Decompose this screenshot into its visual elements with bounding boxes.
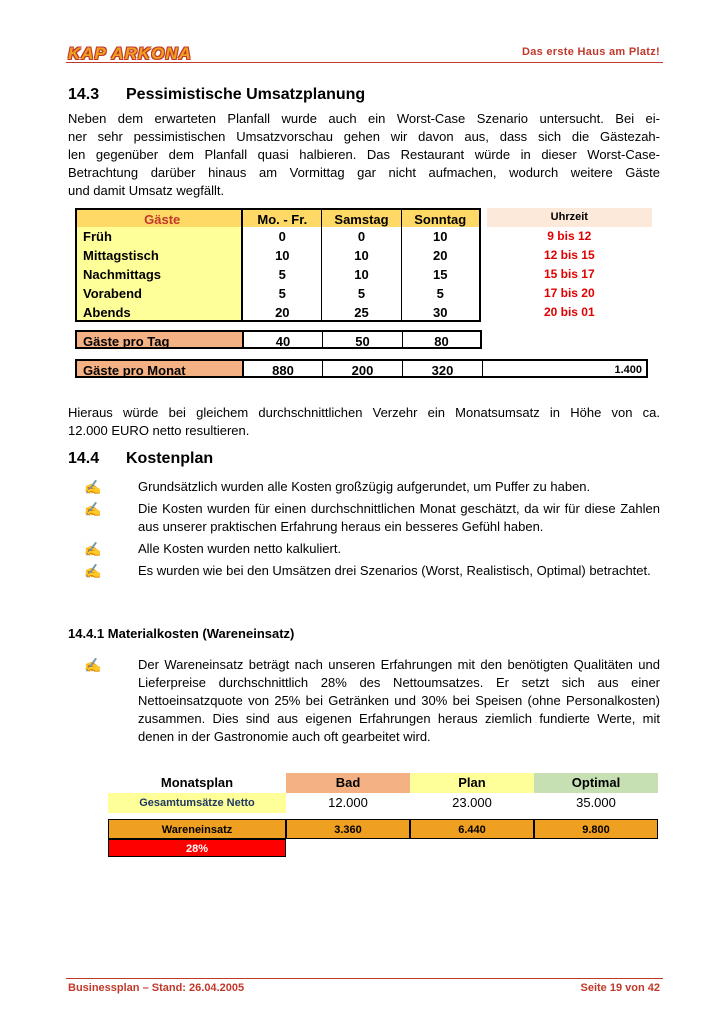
guests-sonntag: 20 xyxy=(401,246,481,265)
guests-samstag: 10 xyxy=(321,265,401,284)
guests-mofr: 5 xyxy=(241,265,321,284)
per-month-so: 320 xyxy=(402,359,482,378)
table-row xyxy=(75,227,652,246)
header-sonntag: Sonntag xyxy=(401,208,481,227)
per-month-label: Gäste pro Monat xyxy=(75,359,242,378)
pen-bullet-icon: ✍ xyxy=(84,563,102,579)
section-number: 14.4 xyxy=(68,450,100,467)
cost-label: Wareneinsatz xyxy=(108,819,286,839)
guest-slot-label: Nachmittags xyxy=(75,265,241,284)
header-samstag: Samstag xyxy=(321,208,401,227)
per-month-sa: 200 xyxy=(322,359,402,378)
guest-slot-label: Abends xyxy=(75,303,241,322)
per-day-so: 80 xyxy=(402,330,482,349)
header-divider xyxy=(66,62,663,63)
cost-optimal: 9.800 xyxy=(534,819,658,839)
per-day-row xyxy=(75,330,652,349)
footer-page-number: Seite 19 von 42 xyxy=(580,982,660,994)
list-item: ✍ Grundsätzlich wurden alle Kosten großzügig aufgerundet, um Puffer zu haben. xyxy=(84,479,591,495)
table-row xyxy=(75,284,652,303)
cost-rate: 28% xyxy=(108,839,286,857)
paragraph-line: len gegenüber dem Planfall quasi halbieren. Das Restaurant würde in dieser Worst-Case- xyxy=(68,147,660,162)
cost-bad: 3.360 xyxy=(286,819,410,839)
paragraph-line: Neben dem erwarteten Planfall wurde auch ein Worst-Case Szenario untersucht. Bei ei- xyxy=(68,111,660,126)
per-day-sa: 50 xyxy=(322,330,402,349)
header-guests: Gäste xyxy=(75,208,241,227)
list-item: ✍ Es wurden wie bei den Umsätzen drei Szenarios (Worst, Realistisch, Optimal) betrachtet. xyxy=(84,563,651,579)
guests-samstag: 5 xyxy=(321,284,401,303)
section-heading-14-3 xyxy=(68,86,365,104)
guests-mofr: 5 xyxy=(241,284,321,303)
revenue-label: Gesamtumsätze Netto xyxy=(108,793,286,813)
section-title: Kostenplan xyxy=(126,450,214,467)
pen-bullet-icon: ✍ xyxy=(84,479,102,495)
guests-samstag: 0 xyxy=(321,227,401,246)
guest-slot-label: Mittagstisch xyxy=(75,246,241,265)
per-day-label: Gäste pro Tag xyxy=(75,330,242,349)
guests-samstag: 10 xyxy=(321,246,401,265)
paragraph-line: und damit Umsatz wegfällt. xyxy=(68,183,225,198)
guests-mofr: 20 xyxy=(241,303,321,322)
guest-slot-label: Früh xyxy=(75,227,241,246)
header-uhrzeit: Uhrzeit xyxy=(487,208,652,227)
footer-divider xyxy=(66,978,663,979)
per-month-row xyxy=(75,359,652,378)
per-month-mofr: 880 xyxy=(242,359,322,378)
header-plan: Plan xyxy=(410,773,534,793)
company-logo: KAP ARKONA xyxy=(68,44,192,63)
header-monatsplan: Monatsplan xyxy=(160,775,234,790)
list-item: ✍ Die Kosten wurden für einen durchschnittlichen Monat geschätzt, da wir für diese Zahlen aus unserer praktischen Erfahrung heraus ein besseres Gefühl haben. xyxy=(84,501,660,534)
paragraph-line: ner sehr pessimistischen Umsatzvorschau gehen wir davon aus, dass sich die Gästezah- xyxy=(68,129,660,144)
table-row xyxy=(75,265,652,284)
guest-rows xyxy=(75,227,652,322)
section-number: 14.3 xyxy=(68,86,100,103)
paragraph-line: 12.000 EURO netto resultieren. xyxy=(68,423,250,438)
guests-mofr: 10 xyxy=(241,246,321,265)
cost-row xyxy=(108,819,658,839)
table-row xyxy=(75,303,652,322)
material-cost-list xyxy=(68,656,660,750)
footer-doc-info: Businessplan – Stand: 26.04.2005 xyxy=(68,982,245,994)
revenue-row xyxy=(108,793,658,813)
after-table-paragraph xyxy=(68,404,660,440)
time-slot: 15 bis 17 xyxy=(543,267,595,281)
cost-plan-list xyxy=(68,478,660,584)
time-slot: 9 bis 12 xyxy=(547,229,592,243)
material-cost-table xyxy=(108,773,658,857)
rate-row xyxy=(108,839,658,857)
table-header-row xyxy=(108,773,658,793)
guests-sonntag: 15 xyxy=(401,265,481,284)
guests-sonntag: 30 xyxy=(401,303,481,322)
header-tagline: Das erste Haus am Platz! xyxy=(521,46,660,58)
revenue-optimal: 35.000 xyxy=(576,795,616,810)
time-slot: 20 bis 01 xyxy=(543,305,595,319)
table-header-row xyxy=(75,208,652,227)
header-mofr: Mo. - Fr. xyxy=(241,208,321,227)
guests-sonntag: 5 xyxy=(401,284,481,303)
pen-bullet-icon: ✍ xyxy=(84,541,102,557)
table-row xyxy=(75,246,652,265)
list-item: ✍ Der Wareneinsatz beträgt nach unseren Erfahrungen mit den benötigten Qualitäten und Lieferpreise durchschnittlich 28% des Nettoumsatzes. Er setzt sich aus einer Nettoeinsatzquote von 25% bei Getränken und 30% bei Speisen (ohne Personalkosten) zusammen. Dies sind aus eigenen Erfahrungen heraus ziemlich fundierte Werte, mit denen in der Gastronomie auch oft gearbeitet wird. xyxy=(84,657,660,744)
time-slot: 17 bis 20 xyxy=(543,286,595,300)
list-item: ✍ Alle Kosten wurden netto kalkuliert. xyxy=(84,541,342,557)
paragraph-line: Hieraus würde bei gleichem durchschnittlichen Verzehr ein Monatsumsatz in Höhe von ca. xyxy=(68,405,660,420)
header-bad: Bad xyxy=(286,773,410,793)
header-optimal: Optimal xyxy=(534,773,658,793)
subsection-heading-14-4-1: 14.4.1 Materialkosten (Wareneinsatz) xyxy=(68,626,295,641)
per-month-total: 1.400 xyxy=(482,359,648,378)
guests-mofr: 0 xyxy=(241,227,321,246)
per-day-mofr: 40 xyxy=(242,330,322,349)
pen-bullet-icon: ✍ xyxy=(84,657,102,673)
guests-sonntag: 10 xyxy=(401,227,481,246)
time-slot: 12 bis 15 xyxy=(543,248,595,262)
cost-plan: 6.440 xyxy=(410,819,534,839)
guests-table xyxy=(75,208,652,378)
guest-slot-label: Vorabend xyxy=(75,284,241,303)
pen-bullet-icon: ✍ xyxy=(84,501,102,517)
section-heading-14-4 xyxy=(68,450,213,468)
guests-samstag: 25 xyxy=(321,303,401,322)
revenue-plan: 23.000 xyxy=(452,795,492,810)
section-title: Pessimistische Umsatzplanung xyxy=(126,86,366,103)
section-14-3-paragraph xyxy=(68,110,660,200)
paragraph-line: Betrachtung darüber hinaus am Vormittag gar nicht aufmachen, wodurch weitere Gäste xyxy=(68,165,660,180)
revenue-bad: 12.000 xyxy=(328,795,368,810)
